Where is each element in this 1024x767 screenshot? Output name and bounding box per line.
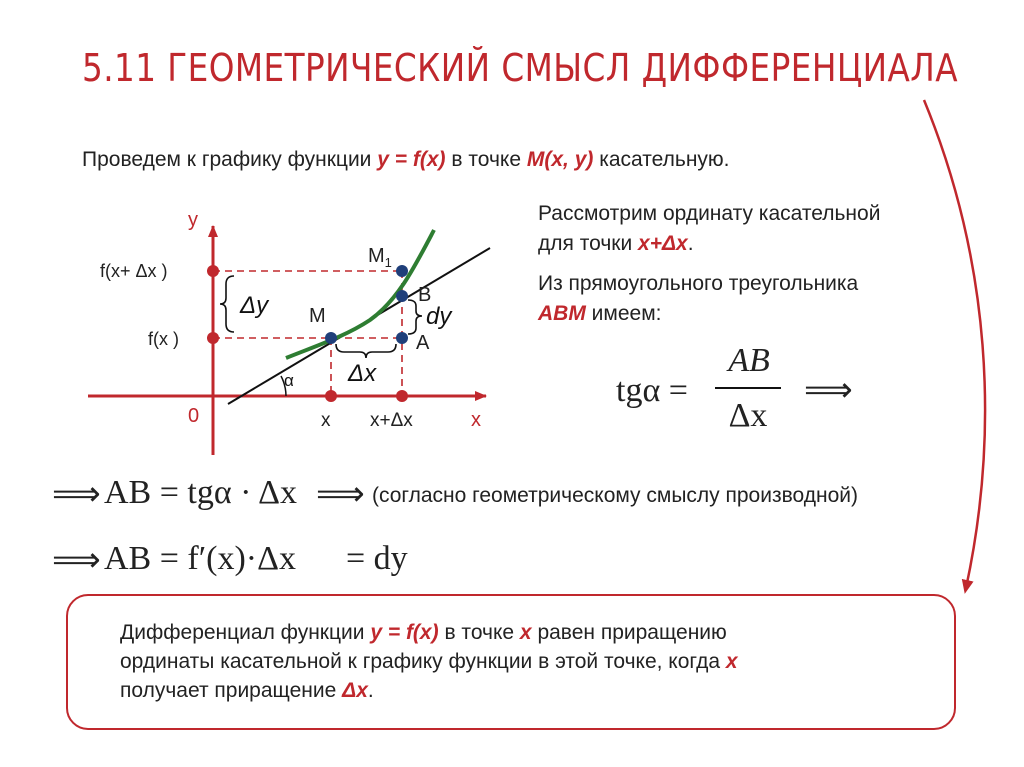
c1-after: равен приращению [531,621,727,644]
right-line-3: Из прямоугольного треугольника [538,272,859,295]
right-line-4-after: имеем: [585,302,662,325]
right-line-4 [538,299,661,329]
c1-func: y = f(x) [370,621,439,644]
intro-point: M(x, y) [526,148,594,171]
intro-text-after: касательную. [593,148,730,171]
point-B [396,290,408,302]
origin-label: 0 [188,405,200,427]
conclusion-line-1 [120,618,738,647]
fraction-bar [715,387,781,389]
slide-title: 5.11 ГЕОМЕТРИЧЕСКИЙ СМЫСЛ ДИФФЕРЕНЦИАЛА [82,46,959,90]
brace-delta-x [336,344,396,358]
conclusion-text [120,618,738,705]
right-line-2 [538,229,694,259]
formula-tg-denominator: Δx [728,397,768,434]
formula2-implies-end: ⟹ [316,476,365,513]
c3-after: . [367,679,374,702]
c2-x: x [725,650,738,673]
point-A [396,332,408,344]
formula2-note: (согласно геометрическому смыслу производной) [372,484,858,507]
label-delta-y: Δy [240,292,269,319]
c3-before: получает приращение [120,679,343,702]
connector-arrow [924,100,985,588]
y-axis-label: y [188,209,198,231]
brace-delta-y [220,276,234,332]
label-delta-x: Δx [348,360,377,387]
label-M: M [309,305,326,327]
formula-tg-lhs: tgα = [616,372,688,409]
point-f-x [207,332,219,344]
formula3-implies: ⟹ [52,542,101,579]
formula-tg-implies: ⟹ [804,372,853,409]
c1-mid: в точке [438,621,520,644]
intro-function: y = f(x) [377,148,446,171]
conclusion-line-2 [120,647,738,676]
label-f-x: f(x ) [148,329,179,349]
formula-tg-numerator: AB [728,342,770,379]
right-line-2-point: x+Δx [638,232,688,255]
label-dy: dy [426,303,452,330]
right-line-1: Рассмотрим ординату касательной [538,202,881,225]
label-M1: $M_1$ [368,245,392,270]
alpha-label: α [284,371,294,390]
point-M1 [396,265,408,277]
intro-text-middle: в точке [445,148,527,171]
point-x-dx [396,390,408,402]
right-line-2-before: для точки [538,232,639,255]
formula3-expr: AB = f′(x)·Δx [104,540,296,577]
formula3-result: = dy [346,540,408,577]
label-tick-x-dx: x+Δx [370,410,413,431]
intro-text-before: Проведем к графику функции [82,148,378,171]
formula2-expr: AB = tgα · Δx [104,474,297,511]
c1-before: Дифференциал функции [120,621,371,644]
formula2-implies: ⟹ [52,476,101,513]
point-f-x-dx [207,265,219,277]
triangle-name: ABM [538,302,586,325]
label-f-x-dx: f(x+ Δx ) [100,261,168,281]
point-x [325,390,337,402]
c2-before: ординаты касательной к графику функции в этой точке, когда [120,650,726,673]
label-tick-x: x [321,410,331,431]
c1-x: x [519,621,532,644]
right-line-2-after: . [687,232,694,255]
conclusion-line-3 [120,676,738,705]
point-M [325,332,337,344]
label-B: B [418,284,432,306]
label-A: A [416,332,430,354]
x-axis-label: x [471,409,481,431]
c3-dx: Δx [342,679,368,702]
